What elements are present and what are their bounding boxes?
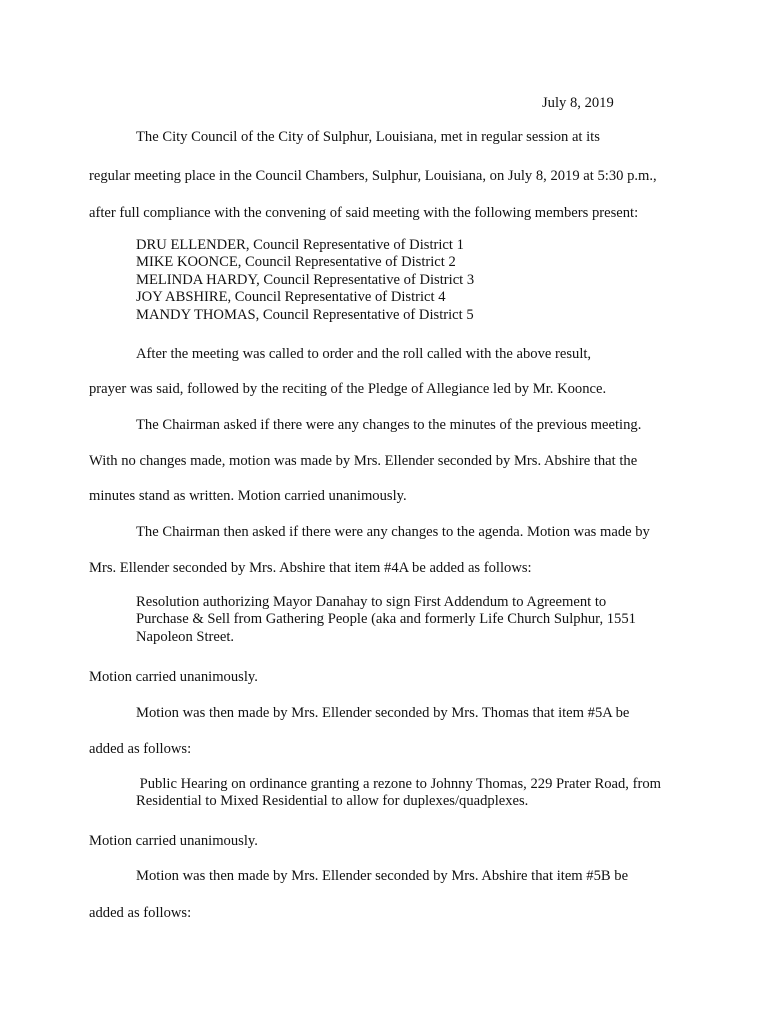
para3-line1: The Chairman asked if there were any changes to the minutes of the previous meeting. <box>136 417 642 433</box>
para5-line2: added as follows: <box>89 741 192 757</box>
member-item: JOY ABSHIRE, Council Representative of District 4 <box>136 289 446 306</box>
para5-line1: Motion was then made by Mrs. Ellender seconded by Mrs. Thomas that item #5A be <box>136 705 630 721</box>
para2-line1: After the meeting was called to order and the roll called with the above result, <box>136 346 592 362</box>
member-item: MIKE KOONCE, Council Representative of District 2 <box>136 254 456 271</box>
para1-line2: regular meeting place in the Council Chambers, Sulphur, Louisiana, on July 8, 2019 at 5:30 p.m., <box>89 168 657 184</box>
motion-carried-2: Motion carried unanimously. <box>89 833 258 849</box>
item-4a-line: Napoleon Street. <box>136 628 235 645</box>
motion-carried-1: Motion carried unanimously. <box>89 669 258 685</box>
item-5a-line: Residential to Mixed Residential to allow for duplexes/quadplexes. <box>136 793 529 810</box>
para1-line1: The City Council of the City of Sulphur, Louisiana, met in regular session at its <box>136 129 600 145</box>
member-item: MANDY THOMAS, Council Representative of District 5 <box>136 306 474 323</box>
para6-line1: Motion was then made by Mrs. Ellender seconded by Mrs. Abshire that item #5B be <box>136 868 629 884</box>
para4-line2: Mrs. Ellender seconded by Mrs. Abshire that item #4A be added as follows: <box>89 560 532 576</box>
member-item: DRU ELLENDER, Council Representative of District 1 <box>136 237 464 253</box>
members-list <box>136 237 474 324</box>
item-4a-line: Resolution authorizing Mayor Danahay to sign First Addendum to Agreement to <box>136 594 607 610</box>
para3-line3: minutes stand as written. Motion carried unanimously. <box>89 488 407 504</box>
member-item: MELINDA HARDY, Council Representative of District 3 <box>136 271 475 288</box>
para3-line2: With no changes made, motion was made by Mrs. Ellender seconded by Mrs. Abshire that the <box>89 453 638 469</box>
item-5a-block <box>136 776 661 811</box>
para6-line2: added as follows: <box>89 905 192 921</box>
item-5a-line: Public Hearing on ordinance granting a rezone to Johnny Thomas, 229 Prater Road, from <box>136 776 661 792</box>
para4-line1: The Chairman then asked if there were any changes to the agenda. Motion was made by <box>136 524 650 540</box>
item-4a-line: Purchase & Sell from Gathering People (aka and formerly Life Church Sulphur, 1551 <box>136 611 636 628</box>
para1-line3: after full compliance with the convening of said meeting with the following members present: <box>89 205 639 221</box>
document-date: July 8, 2019 <box>542 95 614 111</box>
item-4a-block <box>136 594 636 646</box>
para2-line2: prayer was said, followed by the reciting of the Pledge of Allegiance led by Mr. Koonce. <box>89 381 607 397</box>
